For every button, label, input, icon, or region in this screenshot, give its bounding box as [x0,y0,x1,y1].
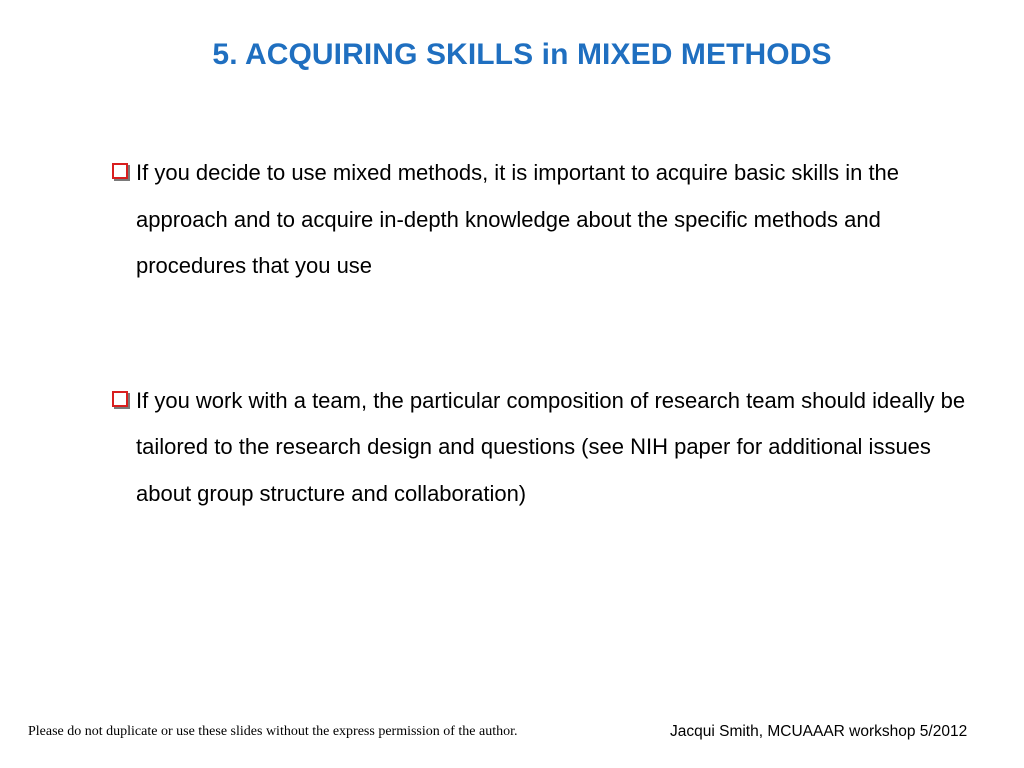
bullet-text: If you work with a team, the particular composition of research team should ideally be tailored to the research design and questions (see NIH paper for additional issues about group structure and collaboration) [136,387,966,506]
bullet-item [108,378,978,518]
bullet-item [108,150,978,290]
checkbox-icon [112,391,128,407]
bullet-text: If you decide to use mixed methods, it is important to acquire basic skills in the approach and to acquire in-depth knowledge about the specific methods and procedures that you use [136,160,900,278]
footer-credit: Jacqui Smith, MCUAAAR workshop 5/2012 [670,723,968,740]
checkbox-icon [112,163,128,179]
slide-title: 5. ACQUIRING SKILLS in MIXED METHODS [212,38,832,71]
bullet-list [108,150,978,517]
footer-disclaimer: Please do not duplicate or use these slides without the express permission of the author. [28,724,518,739]
